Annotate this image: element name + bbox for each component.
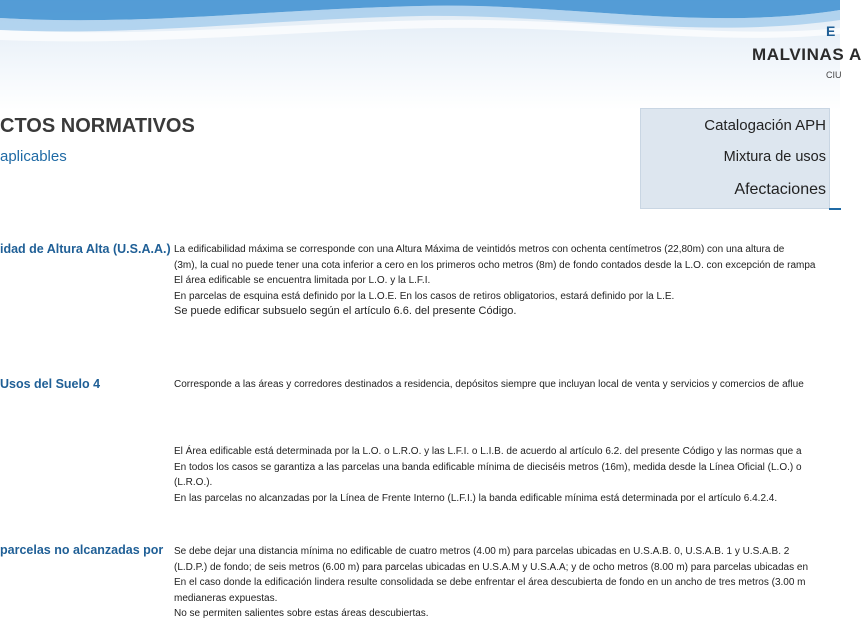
brand-subtitle: CIU (826, 70, 842, 80)
side-item-afectaciones[interactable]: Afectaciones (734, 181, 826, 198)
section-text-usos (174, 377, 804, 393)
page-subtitle: aplicables (0, 148, 67, 165)
text-line: En parcelas de esquina está definido por la L.O.E. En los casos de retiros obligatorios, estará definido por la L.E. (174, 290, 675, 302)
header-banner (0, 0, 862, 110)
section-label-parcelas: parcelas no alcanzadas por (0, 543, 164, 557)
text-line: Se debe dejar una distancia mínima no edificable de cuatro metros (4.00 m) para parcelas ubicadas en U.S.A.B. 0, U.S.A.B. 1 y U.S.A.B. 2 (174, 546, 790, 557)
text-line: (L.D.P.) de fondo; de seis metros (6.00 m) para parcelas ubicadas en U.S.A.M y U.S.A.A; y de ocho metros (8.00 m) para parcelas ubicadas en (174, 561, 809, 573)
section-text-altura (174, 242, 815, 320)
side-menu-panel (640, 108, 830, 209)
section-label-altura: idad de Altura Alta (U.S.A.A.) (0, 242, 171, 256)
text-line: En las parcelas no alcanzadas por la Línea de Frente Interno (L.F.I.) la banda edificable mínima está determinada por el artículo 6.4.2.4. (174, 492, 778, 504)
brand-letter: E (826, 23, 836, 39)
text-line: (L.R.O.). (174, 477, 213, 488)
section-text-parcelas (174, 544, 808, 622)
header-wave-graphic (0, 0, 840, 110)
text-line: En el caso donde la edificación lindera resulte consolidada se debe enfrentar el área descubierta de fondo en un ancho de tres metros (3.00 m (174, 577, 806, 588)
text-line: No se permiten salientes sobre estas áreas descubiertas. (174, 608, 429, 619)
text-line: Se puede edificar subsuelo según el artículo 6.6. del presente Código. (174, 305, 517, 317)
text-line: La edificabilidad máxima se corresponde con una Altura Máxima de veintidós metros con ochenta centímetros (22,80m) con una altura de (174, 244, 785, 255)
text-line: (3m), la cual no puede tener una cota inferior a cero en los primeros ocho metros (8m) de fondo contados desde la L.O. con excepción de rampa (174, 259, 816, 271)
section-text-area-edificable (174, 444, 802, 506)
text-line: Corresponde a las áreas y corredores destinados a residencia, depósitos siempre que incluyan local de venta y servicios y comercios de aflue (174, 379, 804, 390)
text-line: medianeras expuestas. (174, 592, 278, 604)
side-item-mixtura[interactable]: Mixtura de usos (723, 149, 826, 165)
side-item-catalogacion[interactable]: Catalogación APH (704, 117, 826, 134)
active-indicator (829, 208, 841, 210)
text-line: En todos los casos se garantiza a las parcelas una banda edificable mínima de dieciséis metros (16m), medida desde la Línea Oficial (L.O.) o (174, 461, 802, 473)
text-line: El área edificable se encuentra limitada por L.O. y la L.F.I. (174, 275, 431, 286)
page-title: CTOS NORMATIVOS (0, 115, 195, 137)
brand-name: MALVINAS A (752, 45, 862, 64)
text-line: El Área edificable está determinada por la L.O. o L.R.O. y las L.F.I. o L.I.B. de acuerdo al artículo 6.2. del presente Código y las normas que a (174, 446, 802, 457)
section-label-usos: Usos del Suelo 4 (0, 377, 101, 391)
